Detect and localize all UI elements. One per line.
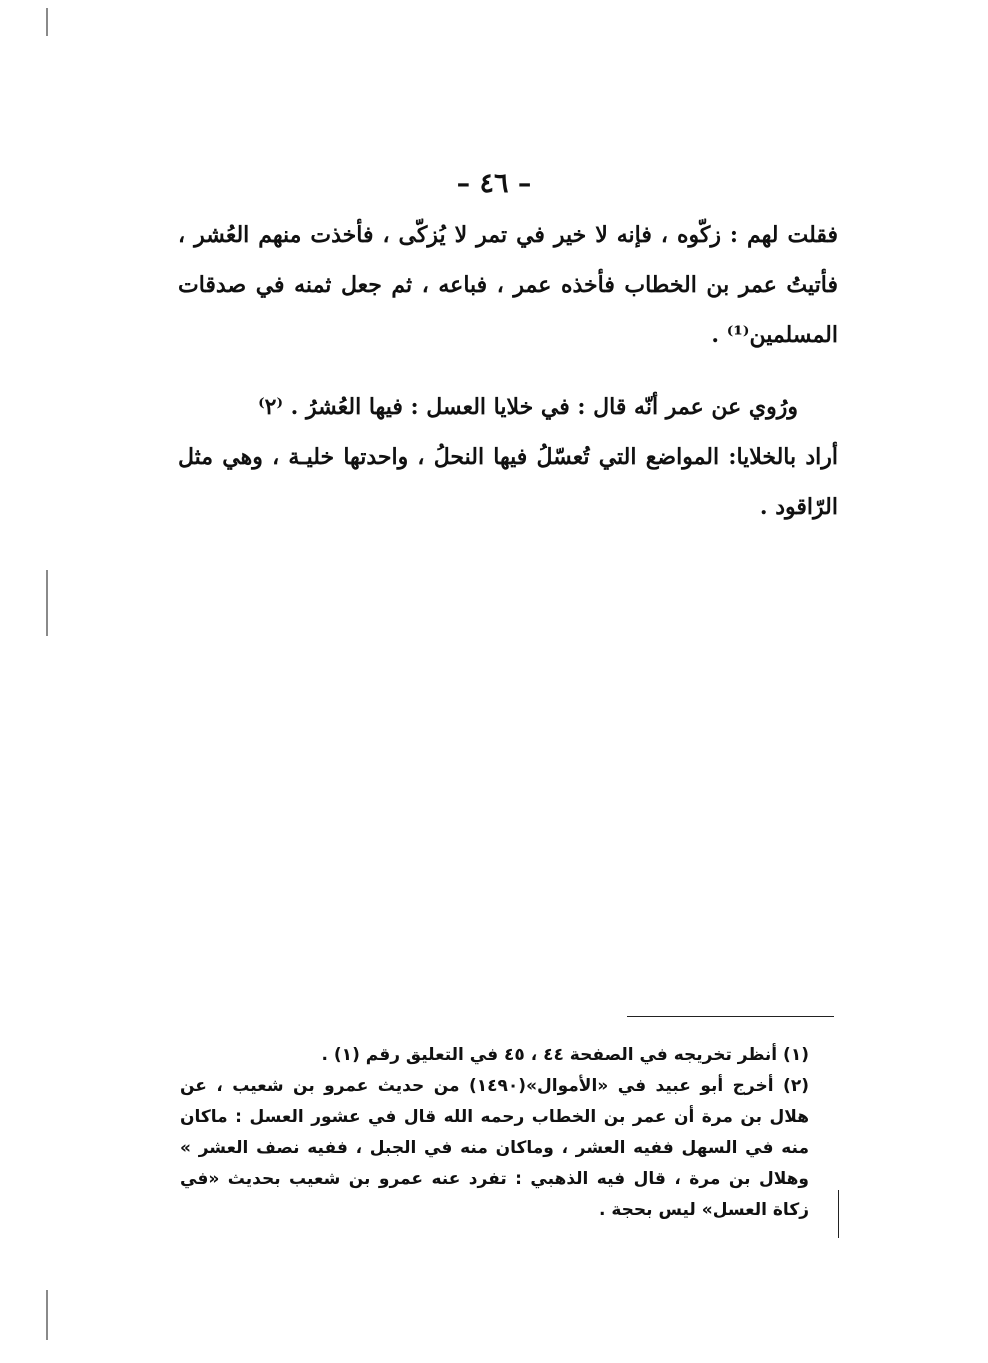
footnote-2: (٢) أخرج أبو عبيد في «الأموال»(١٤٩٠) من حديث عمرو بن شعيب ، عن هلال بن مرة أن عمر بن الخطاب رحمه الله قال في عشور العسل : ماكان منه في السهل ففيه العشر ، وماكان منه في الجبل ، ففيه نصف العشر » وهلال بن مرة ، قال فيه الذهبي : تفرد عنه عمرو بن شعيب بحديث «في زكاة العسل» ليس بحجة . — [180, 1076, 809, 1220]
body-paragraph-2 — [178, 382, 838, 532]
body-paragraph-2-continuation: أراد بالخلايا: المواضع التي تُعسّلُ فيها النحلُ ، واحدتها خليـة ، وهي مثل الرّاقود . — [178, 444, 838, 520]
footnote-1: (١) أنظر تخريجه في الصفحة ٤٤ ، ٤٥ في التعليق رقم (١) . — [321, 1045, 809, 1065]
footnotes — [180, 1040, 835, 1226]
page-number: – ٤٦ – — [456, 168, 532, 199]
body-paragraph-2-first-line: ورُوي عن عمر أنّه قال : في خلايا العسل : فيها العُشرُ . ⁽٢⁾ — [258, 394, 798, 420]
scan-edge-mark-top — [46, 8, 48, 36]
margin-bar — [838, 1190, 839, 1238]
body-paragraph-1: فقلت لهم : زكّوه ، فإنه لا خير في تمر لا يُزكّى ، فأخذت منهم العُشر ، فأتيتُ عمر بن الخطاب فأخذه عمر ، فباعه ، ثم جعل ثمنه في صدقات المسلمين⁽¹⁾ . — [178, 222, 838, 348]
footnote-separator — [627, 1016, 834, 1017]
scan-edge-mark-bottom — [46, 1290, 48, 1340]
scan-edge-mark-middle — [46, 570, 48, 636]
